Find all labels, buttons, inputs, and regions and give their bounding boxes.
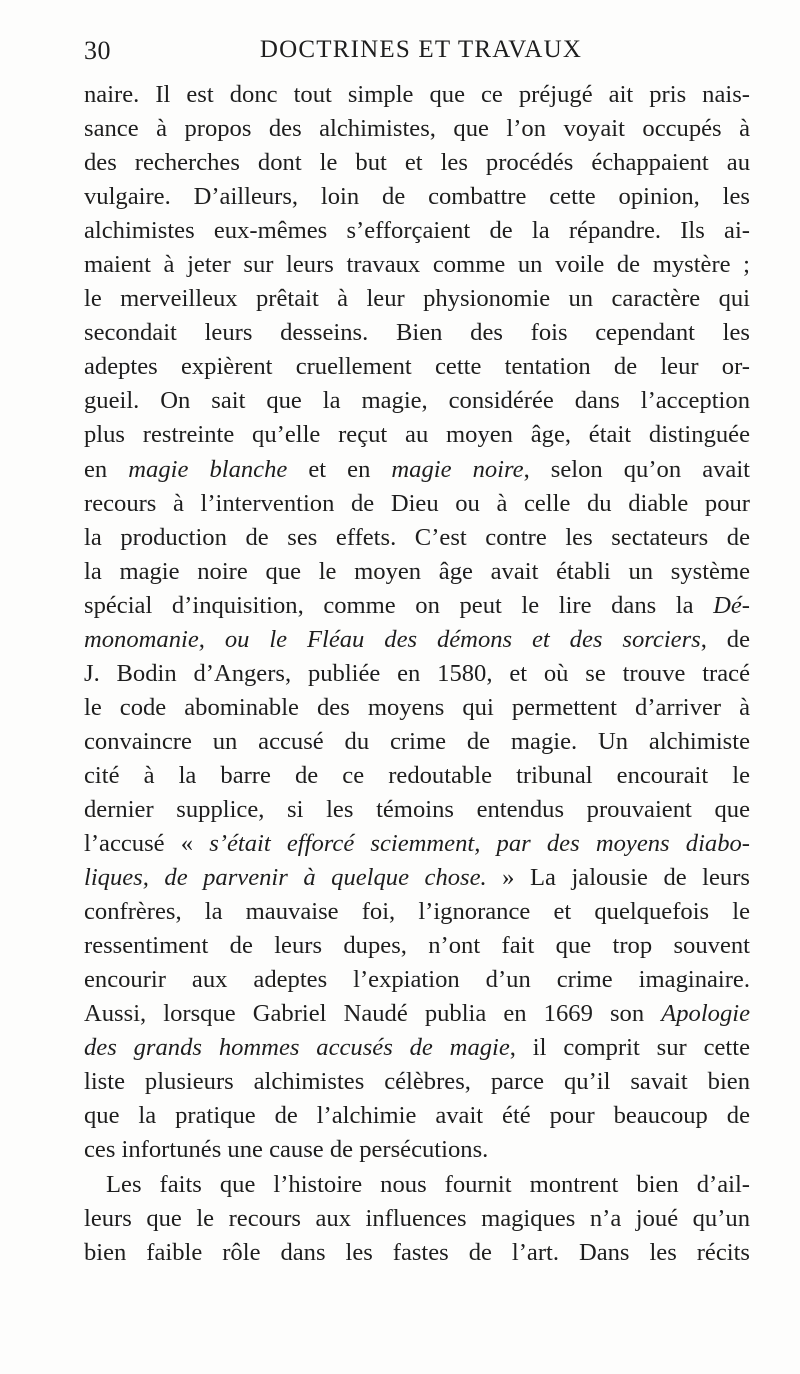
text-segment: confrères, la mauvaise foi, l’ignorance et quelquefois le [84,898,750,926]
text-segment: encourir aux adeptes l’expiation d’un crime imaginaire. [84,966,750,994]
text-line [84,623,750,657]
text-line [84,1065,750,1099]
text-segment: des recherches dont le but et les procédés échappaient au [84,149,750,177]
text-line [84,895,750,929]
running-head [84,36,748,76]
text-line [84,384,750,418]
text-segment: spécial d’inquisition, comme on peut le lire dans la [84,591,714,619]
text-segment: ces infortunés une cause de persécutions. [84,1136,489,1164]
text-line [84,1202,750,1236]
text-line [84,1031,750,1065]
text-segment: en [84,455,129,483]
text-segment: ressentiment de leurs dupes, n’ont fait que trop souvent [84,932,750,960]
text-line [84,453,750,487]
text-segment: naire. Il est donc tout simple que ce préjugé ait pris nais- [84,81,750,108]
italic-text: Apologie [661,1000,750,1028]
text-line [84,112,750,146]
text-line [84,1236,750,1270]
text-segment: , de [700,625,750,653]
italic-text: monomanie, ou le Fléau des démons et des sorciers [84,625,701,653]
text-segment: l’accusé « [84,830,210,858]
text-line [84,180,750,214]
text-segment: cité à la barre de ce redoutable tribunal encourait le [84,761,750,789]
text-line [84,248,750,282]
text-segment: J. Bodin d’Angers, publiée en 1580, et où se trouve tracé [84,659,750,687]
text-line [84,691,750,725]
text-line [84,963,750,997]
text-segment: recours à l’intervention de Dieu ou à celle du diable pour [84,489,750,517]
text-segment: la production de ses effets. C’est contre les sectateurs de [84,523,750,551]
text-segment: adeptes expièrent cruellement cette tentation de leur or- [84,353,750,381]
text-line [84,1099,750,1133]
italic-text: Dé- [713,591,750,619]
text-segment: liste plusieurs alchimistes célèbres, parce qu’il savait bien [84,1068,750,1096]
page-number: 30 [84,36,111,65]
text-segment: bien faible rôle dans les fastes de l’art. Dans les récits [84,1238,750,1266]
text-segment: gueil. On sait que la magie, considérée dans l’acception [84,387,750,415]
text-line [84,589,750,623]
text-line [84,146,750,180]
text-segment: que la pratique de l’alchimie avait été pour beaucoup de [84,1102,750,1130]
italic-text: des grands hommes accusés de magie [84,1034,510,1062]
text-line [84,487,750,521]
text-segment: » La jalousie de leurs [486,864,750,892]
text-segment: plus restreinte qu’elle reçut au moyen âge, était distinguée [84,421,750,449]
body-text [84,78,750,1270]
text-segment: la magie noire que le moyen âge avait établi un système [84,557,750,585]
text-segment: secondait leurs desseins. Bien des fois cependant les [84,319,750,347]
running-title: DOCTRINES ET TRAVAUX [259,36,583,63]
italic-text: magie blanche [128,455,288,483]
text-line [84,521,750,555]
text-segment: maient à jeter sur leurs travaux comme un voile de mystère ; [84,251,750,279]
text-segment: leurs que le recours aux influences magiques n’a joué qu’un [84,1204,750,1232]
italic-text: magie noire [391,455,524,483]
text-line [84,793,750,827]
text-segment: le merveilleux prêtait à leur physionomie un caractère qui [84,285,750,313]
text-segment: , il comprit sur cette [509,1034,750,1062]
text-line [84,1168,750,1202]
text-line [84,827,750,861]
text-line [84,725,750,759]
text-segment: le code abominable des moyens qui permettent d’arriver à [84,693,750,721]
text-line [84,759,750,793]
text-segment: Aussi, lorsque Gabriel Naudé publia en 1669 son [84,1000,662,1028]
text-line [84,282,750,316]
text-line [84,929,750,963]
italic-text: s’était efforcé sciemment, par des moyens diabo- [209,830,750,858]
text-line [84,350,750,384]
text-line [84,214,750,248]
text-segment: , selon qu’on avait [523,455,750,483]
text-segment: vulgaire. D’ailleurs, loin de combattre cette opinion, les [84,183,750,211]
text-segment: et en [287,455,392,483]
text-line [84,418,750,452]
text-line [84,997,750,1031]
text-line [84,78,750,112]
text-segment: Les faits que l’histoire nous fournit montrent bien d’ail- [106,1170,750,1198]
text-line [84,1133,750,1167]
italic-text: liques, de parvenir à quelque chose. [84,864,487,892]
text-segment: convaincre un accusé du crime de magie. Un alchimiste [84,727,750,755]
text-line [84,861,750,895]
text-segment: sance à propos des alchimistes, que l’on voyait occupés à [84,115,750,143]
text-segment: dernier supplice, si les témoins entendus prouvaient que [84,795,750,823]
text-line [84,316,750,350]
text-line [84,555,750,589]
text-line [84,657,750,691]
text-segment: alchimistes eux-mêmes s’efforçaient de la répandre. Ils ai- [84,217,750,245]
